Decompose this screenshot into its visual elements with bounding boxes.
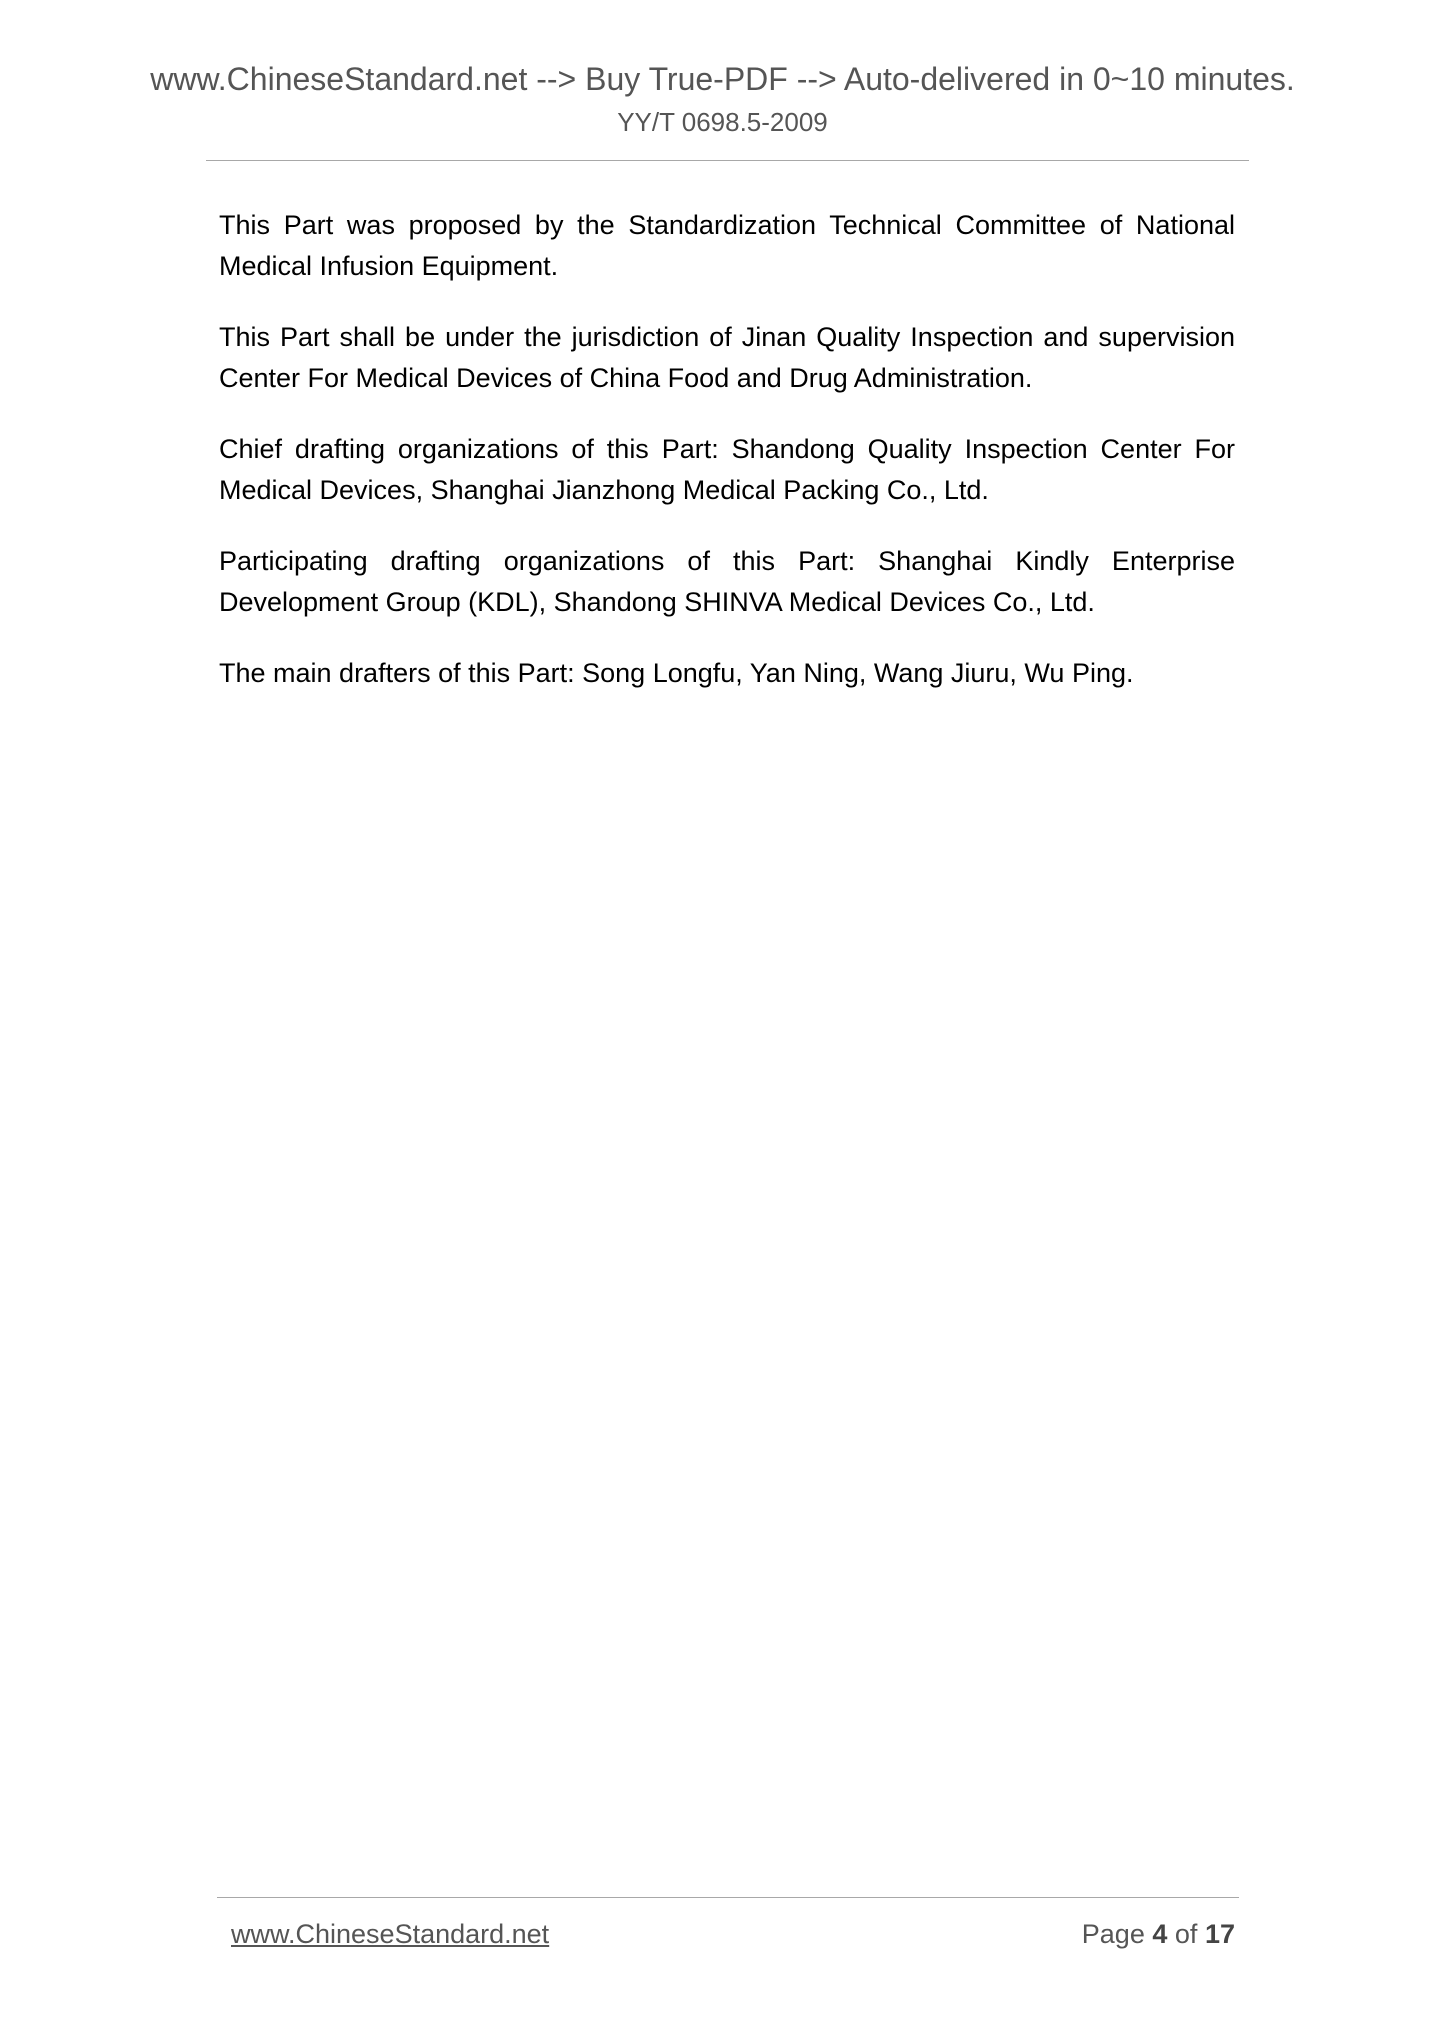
- header-divider: [206, 160, 1249, 161]
- paragraph-line: This Part shall be under the jurisdiction of Jinan Quality Inspection and supervision: [219, 322, 1235, 352]
- of-label: of: [1174, 1919, 1198, 1949]
- page-number: [1082, 1918, 1235, 1950]
- paragraph-chief-drafting-organizations: [219, 429, 1235, 511]
- paragraph-line: This Part was proposed by the Standardization Technical Committee of National: [219, 210, 1235, 240]
- total-pages-number: 17: [1204, 1919, 1235, 1949]
- paragraph-line: The main drafters of this Part: Song Longfu, Yan Ning, Wang Jiuru, Wu Ping.: [219, 658, 1134, 688]
- paragraph-line: Medical Infusion Equipment.: [219, 251, 559, 281]
- paragraph-line: Development Group (KDL), Shandong SHINVA Medical Devices Co., Ltd.: [219, 587, 1095, 617]
- header-standard-code: YY/T 0698.5-2009: [617, 107, 828, 137]
- paragraph-line: Medical Devices, Shanghai Jianzhong Medical Packing Co., Ltd.: [219, 475, 989, 505]
- footer-divider: [217, 1897, 1239, 1898]
- paragraph-line: Center For Medical Devices of China Food and Drug Administration.: [219, 363, 1033, 393]
- header-site-banner: www.ChineseStandard.net --> Buy True-PDF --> Auto-delivered in 0~10 minutes.: [150, 61, 1295, 97]
- paragraph-jurisdiction: [219, 317, 1235, 399]
- paragraph-proposed-by: [219, 205, 1235, 287]
- paragraph-line: Chief drafting organizations of this Part: Shandong Quality Inspection Center For: [219, 434, 1235, 464]
- document-body: [219, 205, 1235, 724]
- page-label: Page: [1081, 1919, 1145, 1949]
- paragraph-line: Participating drafting organizations of this Part: Shanghai Kindly Enterprise: [219, 546, 1235, 576]
- footer-site-link[interactable]: www.ChineseStandard.net: [231, 1919, 550, 1949]
- current-page-number: 4: [1152, 1919, 1168, 1949]
- paragraph-participating-drafting-organizations: [219, 541, 1235, 623]
- paragraph-main-drafters: [219, 653, 1235, 694]
